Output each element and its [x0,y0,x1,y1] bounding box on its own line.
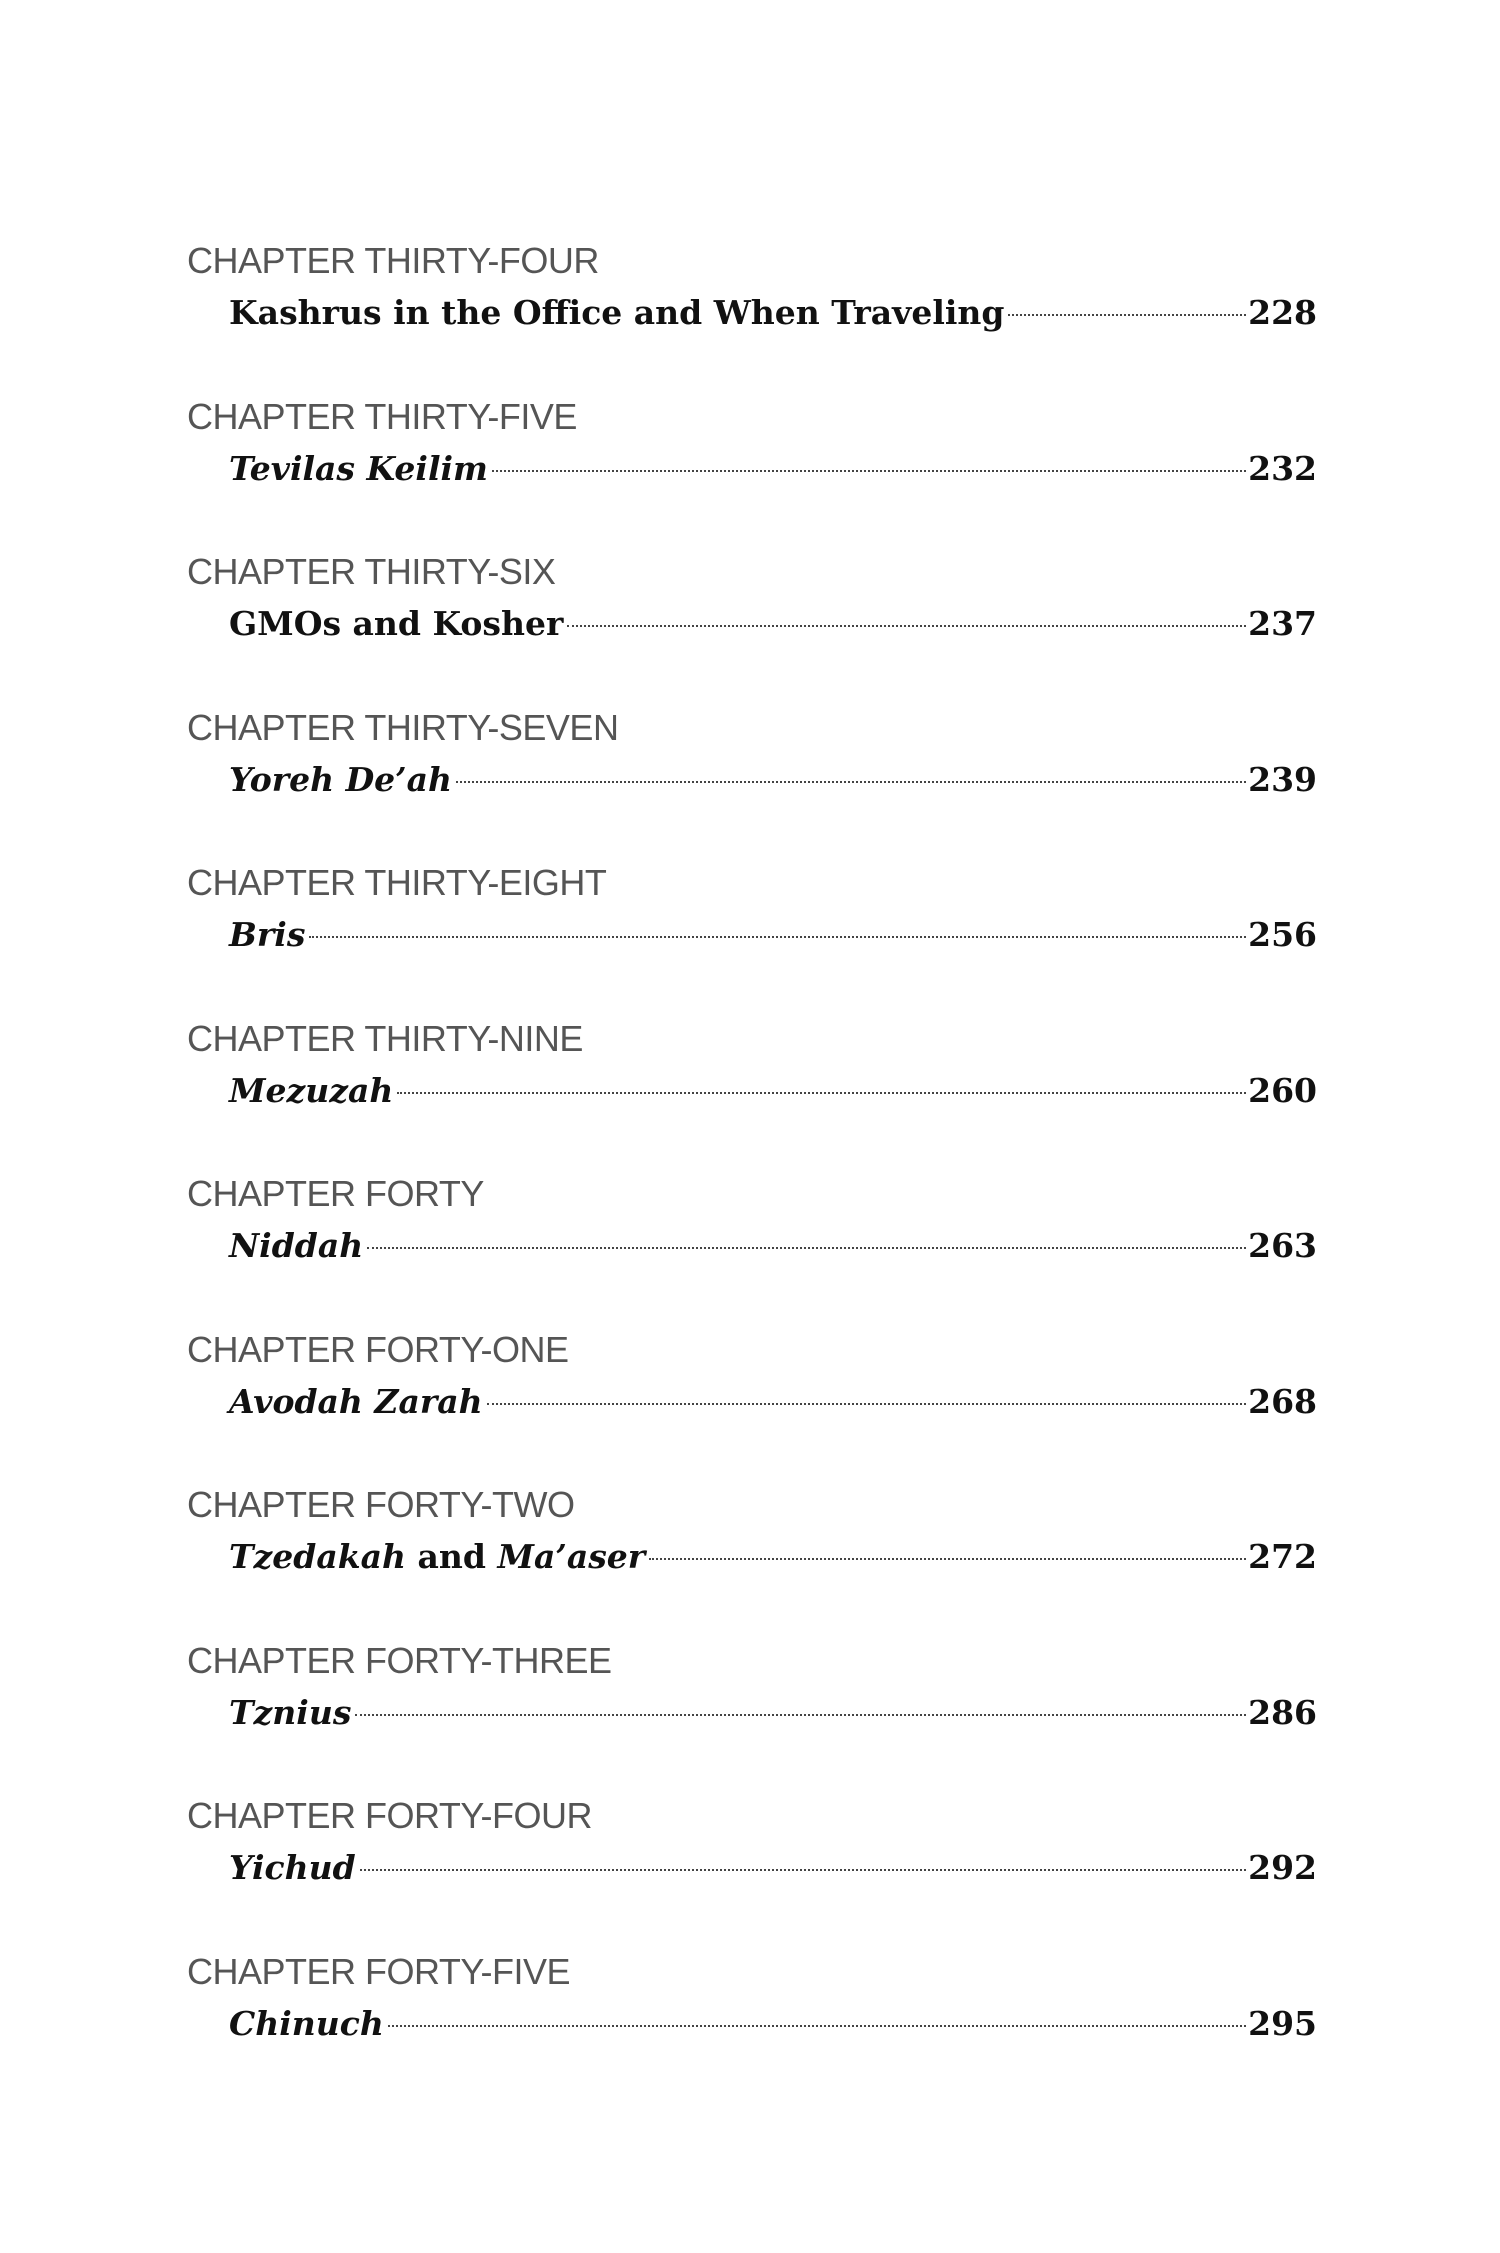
chapter-label: CHAPTER THIRTY-FOUR [187,240,599,281]
chapter-label: CHAPTER FORTY-THREE [187,1639,612,1681]
page-number: 295 [1248,2003,1317,2043]
dot-leader [456,781,1246,783]
toc-title-line[interactable] [229,1688,1317,1738]
chapter-title-italic: Tevilas Keilim [229,448,488,488]
dot-leader [567,625,1246,627]
chapter-label: CHAPTER FORTY-FOUR [187,1795,593,1836]
toc-title-line[interactable] [229,1999,1317,2049]
chapter-title-italic: Ma’aser [497,1537,646,1576]
toc-title-line[interactable] [229,599,1317,649]
chapter-title [229,1532,645,1582]
chapter-title [229,444,488,494]
toc-entry [187,1636,1317,1792]
dot-leader [487,1403,1246,1405]
chapter-title-italic: Niddah [229,1226,364,1265]
dot-leader [649,1558,1246,1560]
page-number: 237 [1248,604,1317,643]
chapter-label: CHAPTER FORTY-ONE [187,1328,569,1370]
page-number: 263 [1248,1226,1317,1265]
chapter-title [229,1066,393,1116]
chapter-label: CHAPTER THIRTY-FIVE [187,395,577,437]
toc-entry [187,236,1317,392]
page-number: 232 [1248,448,1317,488]
chapter-title-italic: Mezuzah [229,1070,394,1110]
dot-leader [388,2025,1246,2027]
chapter-title [229,1999,384,2049]
dot-leader [309,936,1246,938]
page-number: 228 [1248,293,1317,332]
page-number: 286 [1248,1692,1317,1732]
chapter-title [229,755,452,805]
chapter-label: CHAPTER THIRTY-SIX [187,551,556,592]
toc-title-line[interactable] [229,288,1317,338]
dot-leader [397,1092,1246,1094]
chapter-label: CHAPTER FORTY-TWO [187,1484,575,1525]
page-number: 256 [1248,915,1317,954]
toc-entry [187,1947,1317,2103]
toc-entry [187,392,1317,548]
chapter-title: Kashrus in the Office and When Traveling [229,293,1005,332]
toc-entry [187,1791,1317,1947]
chapter-title-connector: and [406,1537,498,1576]
toc-entry [187,547,1317,703]
toc-entry [187,703,1317,859]
chapter-label: CHAPTER FORTY-FIVE [187,1950,571,1992]
chapter-title [229,1221,363,1271]
toc-entry [187,1169,1317,1325]
chapter-label: CHAPTER FORTY [187,1173,484,1214]
chapter-title-italic: Tznius [229,1692,352,1732]
toc-entry [187,858,1317,1014]
dot-leader [367,1247,1246,1249]
chapter-title-italic: Avodah Zarah [229,1381,483,1421]
toc-title-line[interactable] [229,1221,1317,1271]
chapter-title [229,1377,483,1427]
toc-title-line[interactable] [229,1066,1317,1116]
chapter-title [229,1843,356,1893]
page-number: 268 [1248,1381,1317,1421]
toc-entry [187,1480,1317,1636]
chapter-title-italic: Bris [229,915,306,954]
chapter-label: CHAPTER THIRTY-SEVEN [187,706,619,748]
toc-title-line[interactable] [229,910,1317,960]
toc-title-line[interactable] [229,1377,1317,1427]
toc-title-line[interactable] [229,1532,1317,1582]
page-number: 272 [1248,1537,1317,1576]
page-number: 292 [1248,1848,1317,1887]
dot-leader [355,1714,1246,1716]
chapter-title-italic: Yoreh De’ah [229,759,453,799]
toc-title-line[interactable] [229,755,1317,805]
toc-title-line[interactable] [229,444,1317,494]
chapter-label: CHAPTER THIRTY-NINE [187,1017,583,1059]
toc-entry [187,1014,1317,1170]
page-number: 239 [1248,759,1317,799]
chapter-title-italic: Tzedakah [229,1537,406,1576]
dot-leader [1008,314,1246,316]
chapter-title: GMOs and Kosher [229,604,564,643]
chapter-title-italic: Chinuch [229,2003,384,2043]
chapter-title [229,910,305,960]
chapter-title-italic: Yichud [229,1848,356,1887]
dot-leader [360,1869,1246,1871]
table-of-contents [187,236,1317,2102]
toc-title-line[interactable] [229,1843,1317,1893]
page-number: 260 [1248,1070,1317,1110]
dot-leader [492,470,1246,472]
chapter-label: CHAPTER THIRTY-EIGHT [187,862,607,903]
chapter-title [229,1688,351,1738]
toc-entry [187,1325,1317,1481]
